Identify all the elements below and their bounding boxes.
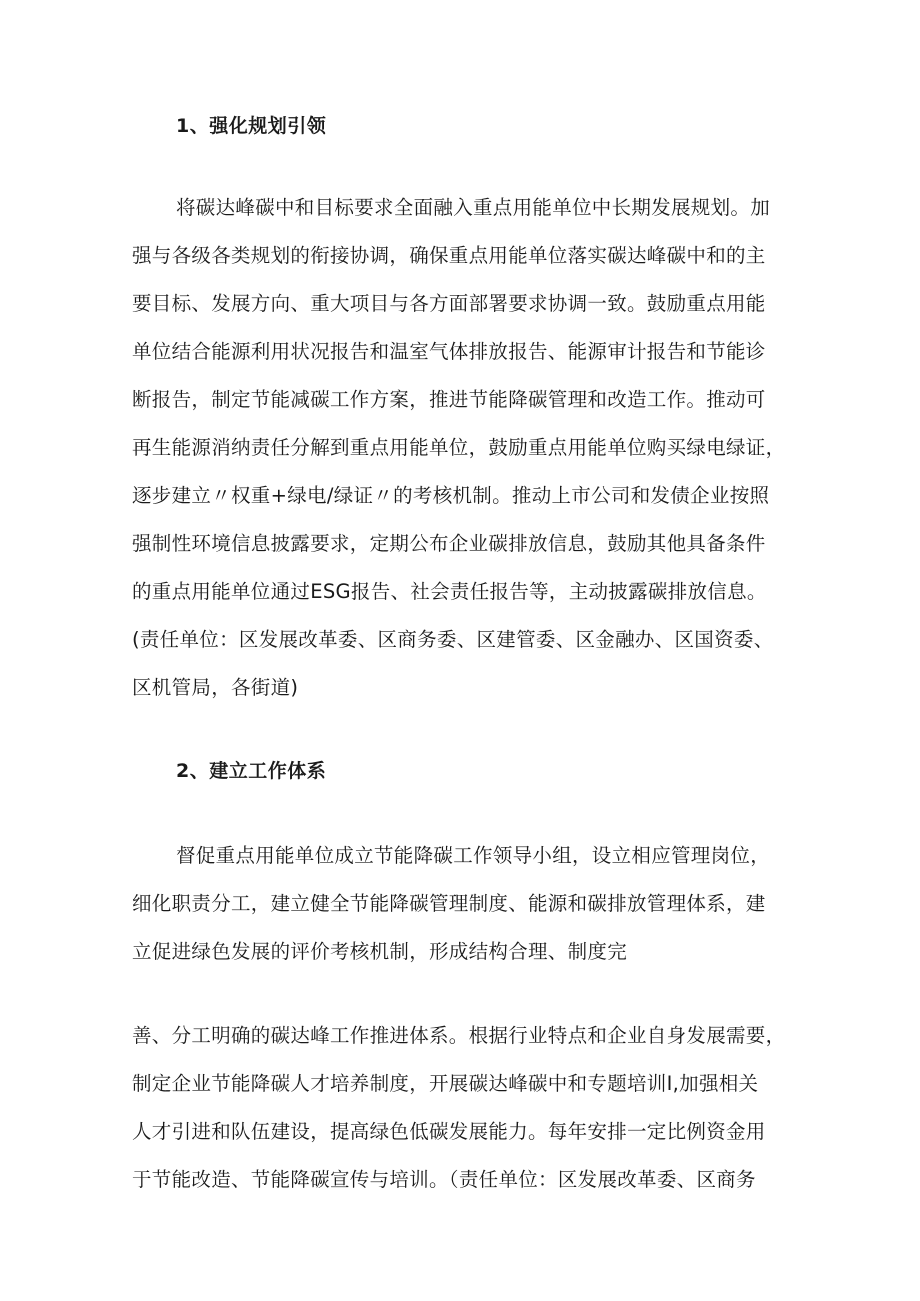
section-2-line-5: 制定企业节能降碳人才培养制度，开展碳达峰碳中和专题培训I,加强相关 bbox=[132, 1072, 759, 1095]
section-1-heading: 1、强化规划引领 bbox=[176, 115, 327, 137]
section-1-line-11: 区机管局，各街道) bbox=[132, 676, 299, 699]
section-2-line-3: 立促进绿色发展的评价考核机制，形成结构合理、制度完 bbox=[132, 940, 628, 963]
section-2-line-1: 督促重点用能单位成立节能降碳工作领导小组，设立相应管理岗位， bbox=[176, 844, 771, 867]
section-2-line-4: 善、分工明确的碳达峰工作推进体系。根据行业特点和企业自身发展需要， bbox=[132, 1024, 786, 1047]
section-2-line-2: 细化职责分工，建立健全节能降碳管理制度、能源和碳排放管理体系，建 bbox=[132, 892, 766, 915]
section-1-line-4: 单位结合能源利用状况报告和温室气体排放报告、能源审计报告和节能诊 bbox=[132, 340, 766, 363]
section-2-line-6: 人才引进和队伍建设，提高绿色低碳发展能力。每年安排一定比例资金用 bbox=[132, 1120, 766, 1143]
section-1-line-3: 要目标、发展方向、重大项目与各方面部署要求协调一致。鼓励重点用能 bbox=[132, 292, 766, 315]
section-1-line-5: 断报告，制定节能减碳工作方案，推进节能降碳管理和改造工作。推动可 bbox=[132, 388, 766, 411]
section-2-heading: 2、建立工作体系 bbox=[176, 760, 327, 782]
section-1-line-9: 的重点用能单位通过ESG报告、社会责任报告等，主动披露碳排放信息。 bbox=[132, 580, 767, 603]
section-1-line-6: 再生能源消纳责任分解到重点用能单位，鼓励重点用能单位购买绿电绿证， bbox=[132, 436, 786, 459]
section-1-line-1: 将碳达峰碳中和目标要求全面融入重点用能单位中长期发展规划。加 bbox=[176, 196, 771, 219]
section-1-line-10: (责任单位：区发展改革委、区商务委、区建管委、区金融办、区国资委、 bbox=[132, 628, 774, 651]
section-2-line-7: 于节能改造、节能降碳宣传与培训。（责任单位：区发展改革委、区商务 bbox=[132, 1168, 756, 1191]
section-1-line-2: 强与各级各类规划的衔接协调，确保重点用能单位落实碳达峰碳中和的主 bbox=[132, 244, 766, 267]
section-1-line-7: 逐步建立〃权重+绿电/绿证〃的考核机制。推动上市公司和发债企业按照 bbox=[132, 484, 770, 507]
section-1-line-8: 强制性环境信息披露要求，定期公布企业碳排放信息，鼓励其他具备条件 bbox=[132, 532, 766, 555]
